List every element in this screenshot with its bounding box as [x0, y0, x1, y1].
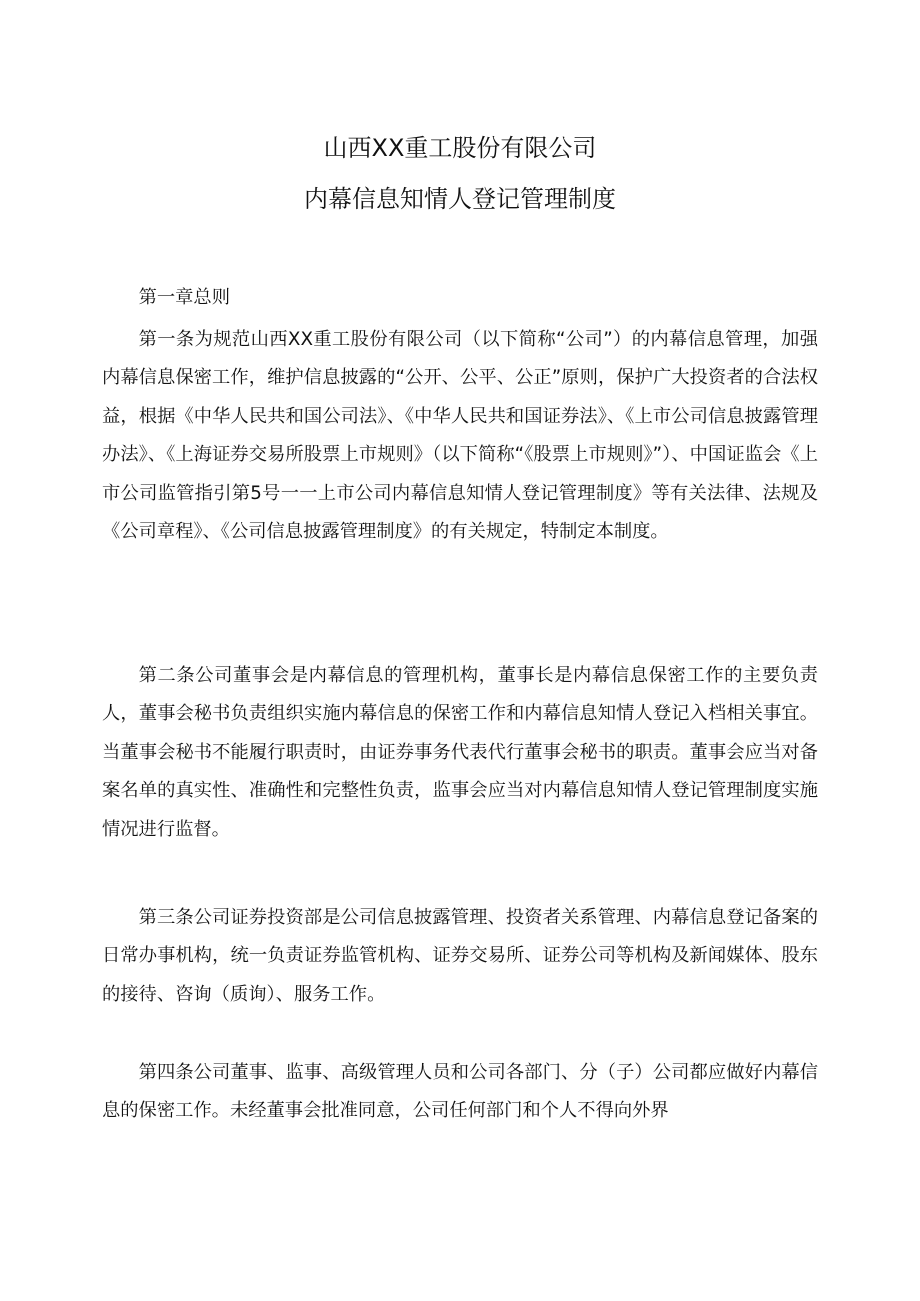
- chapter-heading: 第一章总则: [138, 287, 230, 308]
- article-paragraph-2: 第二条公司董事会是内幕信息的管理机构，董事长是内幕信息保密工作的主要负责人，董事会秘书负责组织实施内幕信息的保密工作和内幕信息知情人登记入档相关事宜。当董事会秘书不能履行职责时，由证券事务代表代行董事会秘书的职责。董事会应当对备案名单的真实性、准确性和完整性负责，监事会应当对内幕信息知情人登记管理制度实施情况进行监督。: [102, 665, 818, 840]
- document-title: 山西XX重工股份有限公司: [323, 134, 597, 162]
- article-paragraph-1: 第一条为规范山西XX重工股份有限公司（以下简称“公司”）的内幕信息管理，加强内幕信息保密工作，维护信息披露的“公开、公平、公正”原则，保护广大投资者的合法权益，根据《中华人民共和国公司法》、《中华人民共和国证券法》、《上市公司信息披露管理办法》、《上海证券交易所股票上市规则》（以下简称“《股票上市规则》”）、中国证监会《上市公司监管指引第5号一一上市公司内幕信息知情人登记管理制度》等有关法律、法规及《公司章程》、《公司信息披露管理制度》的有关规定，特制定本制度。: [102, 329, 818, 543]
- article-paragraph-3: 第三条公司证券投资部是公司信息披露管理、投资者关系管理、内幕信息登记备案的日常办事机构，统一负责证券监管机构、证券交易所、证券公司等机构及新闻媒体、股东的接待、咨询（质询）、服务工作。: [102, 907, 818, 1005]
- article-paragraph-4: 第四条公司董事、监事、高级管理人员和公司各部门、分（子）公司都应做好内幕信息的保密工作。未经董事会批准同意，公司任何部门和个人不得向外界: [102, 1062, 818, 1122]
- document-subtitle: 内幕信息知情人登记管理制度: [304, 185, 616, 213]
